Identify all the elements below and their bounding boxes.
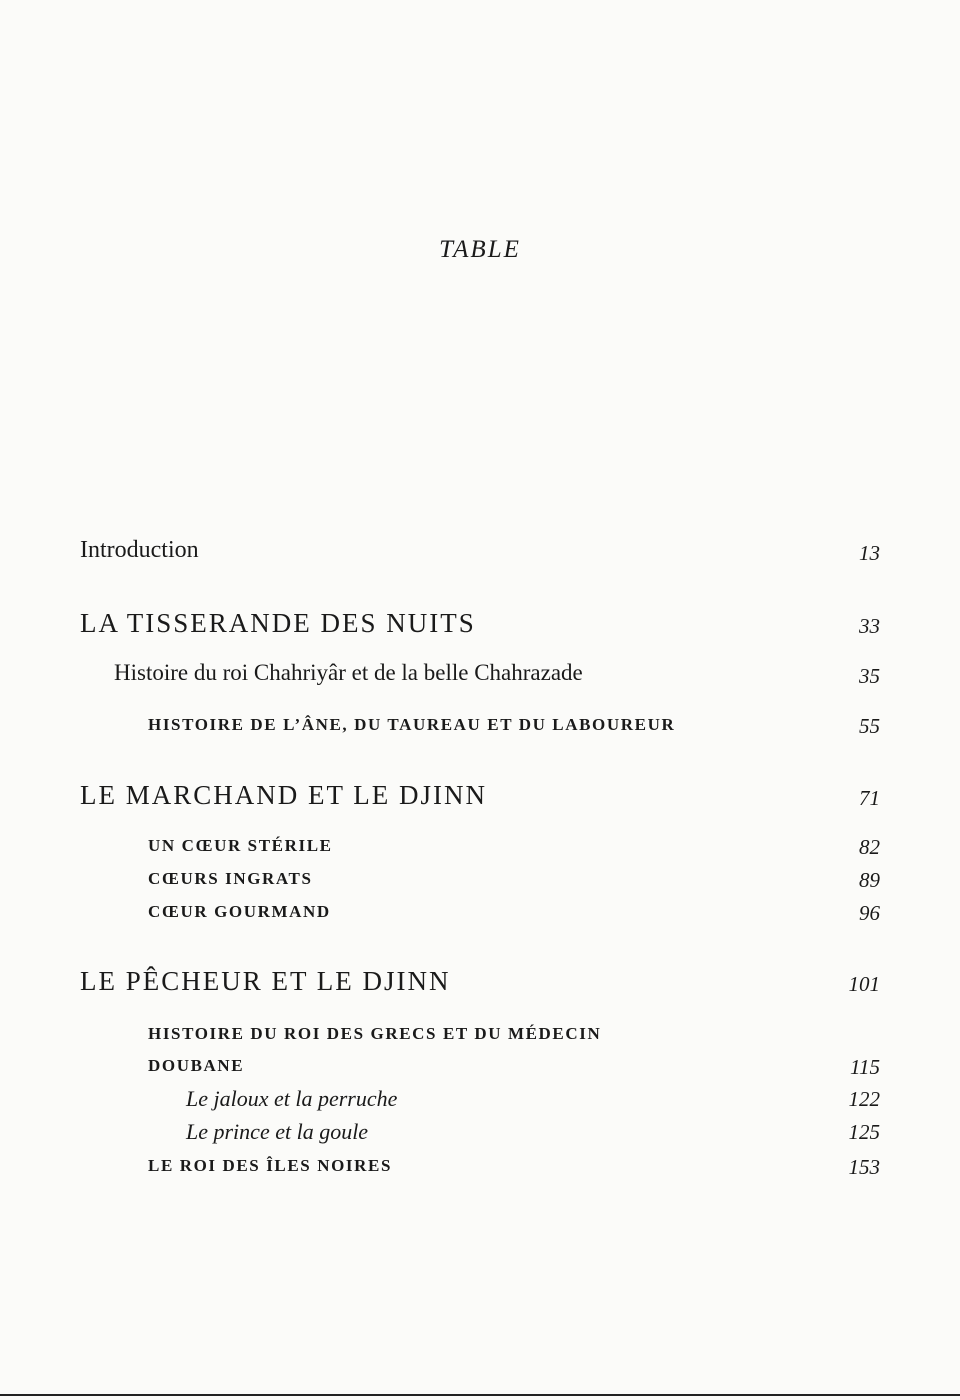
toc-entry-page: 71 (859, 786, 880, 810)
toc-entry-page: 115 (850, 1055, 880, 1079)
toc-part-label: LE MARCHAND ET LE DJINN (80, 780, 487, 810)
toc-entry-label: CŒUR GOURMAND (148, 902, 331, 921)
page-title: TABLE (439, 236, 521, 263)
toc-entry-label: LE ROI DES ÎLES NOIRES (148, 1156, 392, 1175)
toc-entry-page: 96 (859, 901, 880, 925)
toc-entry-page: 89 (859, 868, 880, 892)
toc-part-label: LA TISSERANDE DES NUITS (80, 608, 476, 638)
toc-entry-label: HISTOIRE DU ROI DES GRECS ET DU MÉDECIN (148, 1024, 602, 1043)
toc-entry-page: 101 (848, 972, 880, 996)
toc-entry-label: Histoire du roi Chahriyâr et de la belle Chahrazade (114, 660, 583, 685)
toc-entry-page: 125 (848, 1120, 880, 1144)
bottom-edge-rule (0, 1394, 960, 1396)
toc-entry-label: UN CŒUR STÉRILE (148, 836, 333, 855)
toc-entry-page: 122 (848, 1087, 880, 1111)
toc-entry-label: Le prince et la goule (186, 1119, 369, 1144)
toc-entry-label: Le jaloux et la perruche (186, 1086, 398, 1111)
toc-entry-page: 82 (859, 835, 880, 859)
toc-entry-page: 35 (859, 664, 880, 688)
toc-entry-label: CŒURS INGRATS (148, 869, 313, 888)
toc-entry-page: 33 (859, 614, 880, 638)
toc-entry-page: 55 (859, 714, 880, 738)
toc-entry-label: DOUBANE (148, 1056, 245, 1075)
toc-entry-page: 153 (848, 1155, 880, 1179)
toc-part-label: LE PÊCHEUR ET LE DJINN (80, 966, 451, 996)
toc-entry-label: HISTOIRE DE L’ÂNE, DU TAUREAU ET DU LABOUREUR (148, 715, 676, 734)
toc-entry-page: 13 (859, 541, 880, 565)
toc-entry-label: Introduction (80, 537, 199, 563)
